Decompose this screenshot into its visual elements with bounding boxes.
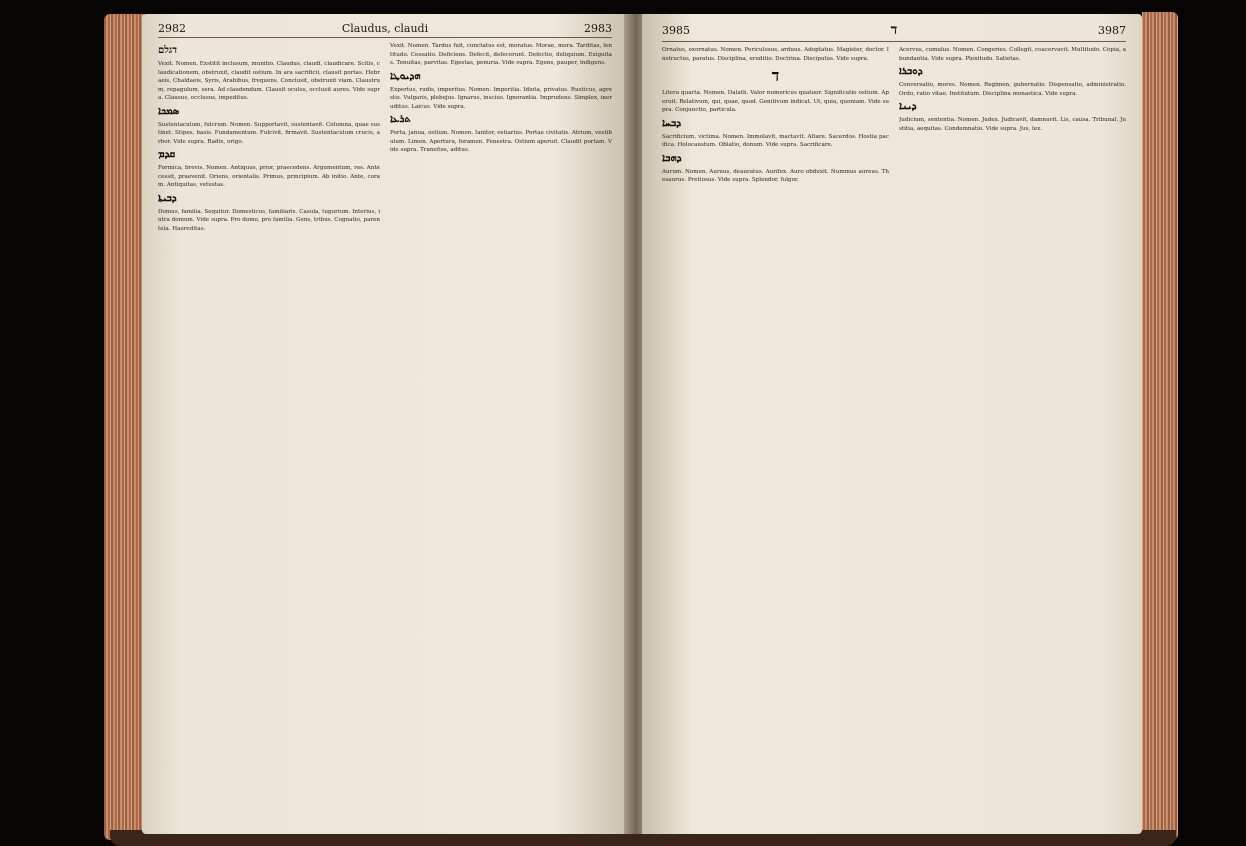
left-page-edges — [104, 14, 144, 840]
entry-text: Acervus, cumulus. Nomen. Congeries. Collegit, coacervavit. Multitudo. Copia, abundantia. Vide supra. Plenitudo. Satietas. — [899, 47, 1126, 62]
entry-text: Conversatio, mores. Nomen. Regimen, gubernatio. Dispensatio, administratio. Ordo, ratio vitae. Institutum. Disciplina monastica. Vide supra. — [899, 82, 1126, 97]
left-page — [142, 14, 630, 834]
right-page — [642, 14, 1142, 834]
section-letter: ד — [771, 66, 780, 85]
entry-text: Ornatus, exornatus. Nomen. Periculosus, arduus. Adoptatus. Magister, doctor. Instructus, paratus. Disciplina, eruditio. Doctrina. Discipulus. Vide supra. — [662, 47, 889, 62]
entry-headword: ܩܕܡ — [158, 149, 176, 160]
right-page-edges — [1142, 12, 1178, 840]
entry-text: Judicium, sententia. Nomen. Judex. Judicavit, damnavit. Lis, causa. Tribunal. Justitia, aequitas. Condemnatio. Vide supra. Jus, lex. — [899, 117, 1126, 132]
entry-text: Expertus, rudis, imperitus. Nomen. Imperitia. Idiota, privatus. Rusticus, agrestis. Vulgaris, plebejus. Ignarus, inscius. Ignorantia. Imprudens. Simplex, ineruditus. Laicus. Vide supra. — [390, 86, 612, 110]
left-page-header — [158, 22, 612, 38]
right-page-number: 3987 — [1097, 24, 1126, 37]
text-column-3 — [662, 46, 889, 834]
left-page-number: 2982 — [158, 22, 186, 35]
left-page-running-title: Claudus, claudi — [341, 22, 429, 35]
entry-text: Vexit. Nomen. Exstitit inclusum, munitio. Claudus, claudi, claudicare. Scitis, claudicationem, obstruxit, claudit ostium. In ara sacrificii, clausit portas. Hebraeis, Chaldaeis, Syris, Arabibus, frequens. Conclusit, obstruxit viam. Claustrum, repagulum, sera. Ad claudendum. Clausit oculos, occlusit aures. Vide supra. Clausus, occlusus, impeditus. — [158, 61, 380, 101]
entry-headword: ܕܒܝܬܐ — [158, 192, 177, 204]
entry-text: Litera quarta. Nomen. Dalath. Valor numericus quatuor. Significatio ostium. Aperuit. Relativum, qui, quae, quod. Genitivum indicat. Ut, quia, quoniam. Vide supra. Conjunctio, particula. — [662, 90, 889, 113]
entry-text: Sustentaculum, fulcrum. Nomen. Supportavit, sustentavit. Columna, quae sustinet. Stipes, basis. Fundamentum. Fulcivit, firmavit. Sustentaculum crucis, arbor. Vide supra. Radix, origo. — [158, 121, 380, 145]
entry-headword: ܬܪܥܐ — [390, 114, 411, 125]
entry-text: Vexit. Nomen. Tardus fuit, cunctatus est, moratus. Morae, mora. Tarditas, lentitudo. Cessatio. Deficiens. Defecit, defecerunt. Defectio, deliquium. Exiguitas. Tenuitas, parvitas. Egestas, penuria. Vide supra. Egens, pauper, indigens. — [390, 43, 612, 66]
right-page-head-letter: ד — [890, 22, 898, 38]
left-page-number-right: 2983 — [583, 22, 612, 35]
left-page-columns — [158, 42, 612, 832]
entry-text: Sacrificium, victima. Nomen. Immolavit, mactavit. Altare. Sacerdos. Hostia pacifica. Holocaustum. Oblatio, donum. Vide supra. Sacrificare. — [662, 133, 889, 148]
entry-headword: ܕܗܒܐ — [662, 152, 682, 164]
right-page-number-left: 3985 — [662, 24, 690, 37]
entry-headword: דגלם — [158, 45, 178, 56]
right-page-header — [662, 22, 1126, 42]
entry-headword: ܕܒܚܐ — [662, 117, 682, 129]
entry-text: Aurum. Nomen. Aureus, deauratus. Aurifex. Auro obduxit. Nummus aureus. Thesaurus. Pretiosus. Vide supra. Splendor, fulgor. — [662, 168, 889, 183]
entry-text: Porta, janua, ostium. Nomen. Ianitor, ostiarius. Portae civitatis. Atrium, vestibulum. Limen. Apertura, foramen. Fenestra. Ostium aperuit. Claudit portam. Vide supra. Transitus, aditus. — [390, 130, 612, 153]
entry-text: Domus, familia. Sequitur. Domesticus, familiaris. Casula, tugurium. Interius, intra domum. Vide supra. Pro domo, pro familia. Gens, tribus. Cognatio, parentela. Haereditas. — [158, 208, 380, 232]
entry-headword: ܣܡܟܐ — [158, 105, 180, 117]
entry-headword: ܗܕܝܘܛܐ — [390, 70, 421, 82]
right-page-columns — [662, 46, 1126, 834]
entry-headword: ܕܘܒܪܐ — [899, 66, 923, 77]
text-column-4 — [899, 46, 1126, 834]
entry-text: Formica, brevis. Nomen. Antiquus, prior, praecedens. Argumentum, res. Antecessit, praevenit. Oriens, orientalis. Primus, principium. Ab initio. Ante, coram. Antiquitas, vetustas. — [158, 165, 380, 188]
text-column-2 — [390, 42, 612, 832]
text-column-1 — [158, 42, 380, 832]
entry-headword: ܕܝܢܐ — [899, 101, 917, 112]
